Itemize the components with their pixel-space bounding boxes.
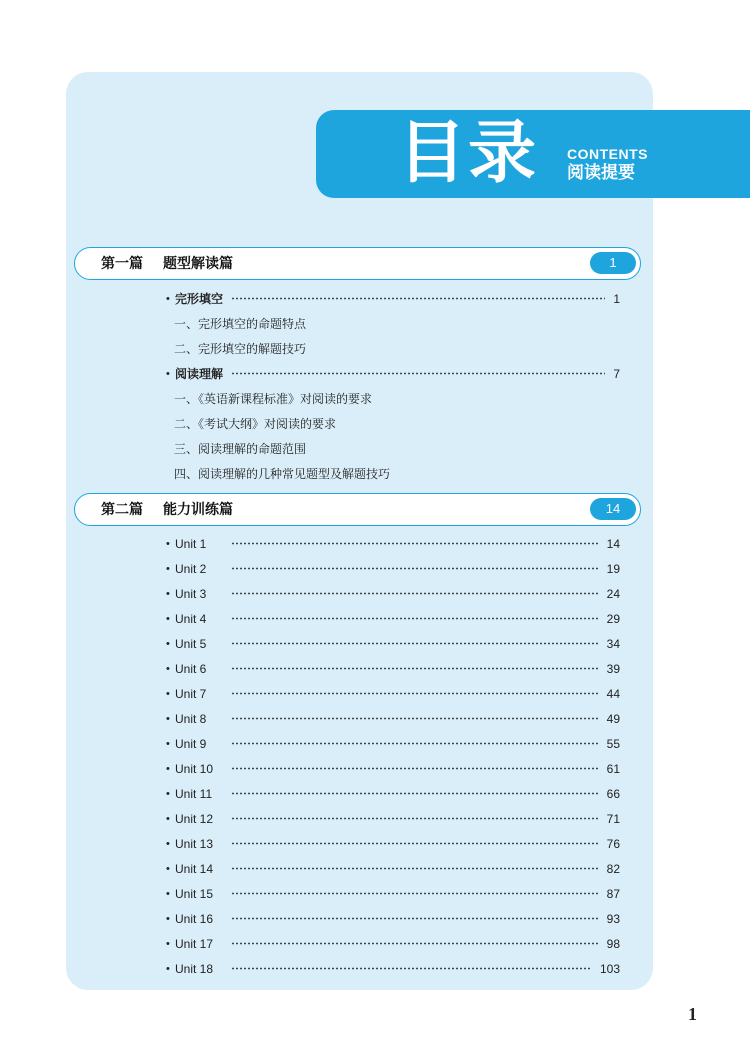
part-name: 第二篇 bbox=[101, 501, 143, 517]
bullet: • bbox=[166, 662, 170, 675]
toc-subentry[interactable] bbox=[166, 461, 620, 486]
unit-page: 29 bbox=[606, 611, 620, 626]
dot-leader bbox=[231, 764, 599, 773]
unit-label: Unit 9 bbox=[175, 736, 207, 751]
bullet: • bbox=[166, 762, 170, 775]
unit-label: Unit 6 bbox=[175, 661, 207, 676]
unit-page: 49 bbox=[606, 711, 620, 726]
toc-subentry[interactable] bbox=[166, 311, 620, 336]
part-title: 题型解读篇 bbox=[163, 255, 233, 271]
section-title: 完形填空 bbox=[175, 292, 224, 306]
part-header-2[interactable] bbox=[74, 493, 641, 526]
dot-leader bbox=[231, 589, 599, 598]
dot-leader bbox=[231, 689, 599, 698]
toc-subentry[interactable] bbox=[166, 436, 620, 461]
unit-label: Unit 12 bbox=[175, 811, 214, 826]
bullet: • bbox=[166, 292, 170, 305]
dot-leader bbox=[231, 789, 599, 798]
unit-label: Unit 18 bbox=[175, 961, 214, 976]
part-page-badge: 14 bbox=[590, 498, 636, 520]
subentry-label: 一、《英语新课程标准》对阅读的要求 bbox=[174, 392, 373, 406]
section-title: 阅读理解 bbox=[175, 367, 224, 381]
dot-leader bbox=[231, 564, 599, 573]
bullet: • bbox=[166, 537, 170, 550]
dot-leader bbox=[231, 889, 599, 898]
part1-toc bbox=[166, 286, 620, 486]
dot-leader bbox=[231, 714, 599, 723]
unit-page: 87 bbox=[606, 886, 620, 901]
toc-subentry[interactable] bbox=[166, 411, 620, 436]
unit-page: 93 bbox=[606, 911, 620, 926]
unit-label: Unit 4 bbox=[175, 611, 207, 626]
unit-label: Unit 1 bbox=[175, 536, 207, 551]
bullet: • bbox=[166, 787, 170, 800]
subentry-label: 一、完形填空的命题特点 bbox=[174, 317, 307, 331]
unit-page: 19 bbox=[606, 561, 620, 576]
unit-page: 76 bbox=[606, 836, 620, 851]
toc-entry-unit[interactable] bbox=[166, 731, 620, 756]
bullet: • bbox=[166, 862, 170, 875]
part-name: 第一篇 bbox=[101, 255, 143, 271]
dot-leader bbox=[231, 614, 599, 623]
subtitle-en: CONTENTS bbox=[567, 146, 648, 162]
part-header-1[interactable] bbox=[74, 247, 641, 280]
unit-label: Unit 7 bbox=[175, 686, 207, 701]
toc-entry-unit[interactable] bbox=[166, 906, 620, 931]
section-page: 7 bbox=[613, 366, 620, 381]
unit-page: 24 bbox=[606, 586, 620, 601]
unit-label: Unit 5 bbox=[175, 636, 207, 651]
toc-entry-unit[interactable] bbox=[166, 781, 620, 806]
unit-page: 103 bbox=[599, 961, 620, 976]
section-page: 1 bbox=[613, 291, 620, 306]
dot-leader bbox=[231, 639, 599, 648]
toc-entry-unit[interactable] bbox=[166, 606, 620, 631]
dot-leader bbox=[231, 739, 599, 748]
unit-page: 71 bbox=[606, 811, 620, 826]
dot-leader bbox=[231, 914, 599, 923]
toc-entry-unit[interactable] bbox=[166, 756, 620, 781]
dot-leader bbox=[231, 864, 599, 873]
dot-leader bbox=[231, 664, 599, 673]
toc-entry-unit[interactable] bbox=[166, 881, 620, 906]
toc-entry-unit[interactable] bbox=[166, 806, 620, 831]
bullet: • bbox=[166, 912, 170, 925]
page-title: 目录 bbox=[398, 114, 539, 193]
bullet: • bbox=[166, 562, 170, 575]
bullet: • bbox=[166, 887, 170, 900]
bullet: • bbox=[166, 712, 170, 725]
unit-label: Unit 8 bbox=[175, 711, 207, 726]
toc-entry-unit[interactable] bbox=[166, 831, 620, 856]
toc-entry-unit[interactable] bbox=[166, 531, 620, 556]
toc-entry-unit[interactable] bbox=[166, 956, 620, 981]
unit-label: Unit 13 bbox=[175, 836, 214, 851]
subentry-label: 二、完形填空的解题技巧 bbox=[174, 342, 307, 356]
toc-subentry[interactable] bbox=[166, 386, 620, 411]
dot-leader bbox=[231, 964, 592, 973]
bullet: • bbox=[166, 587, 170, 600]
part2-toc bbox=[166, 531, 620, 981]
banner-subtitle bbox=[567, 146, 648, 184]
part-title: 能力训练篇 bbox=[163, 501, 233, 517]
toc-entry-cloze[interactable] bbox=[166, 286, 620, 311]
subentry-label: 三、阅读理解的命题范围 bbox=[174, 442, 307, 456]
unit-label: Unit 2 bbox=[175, 561, 207, 576]
subtitle-cn: 阅读提要 bbox=[567, 163, 635, 182]
unit-label: Unit 10 bbox=[175, 761, 214, 776]
unit-page: 82 bbox=[606, 861, 620, 876]
unit-page: 66 bbox=[606, 786, 620, 801]
dot-leader bbox=[231, 939, 599, 948]
bullet: • bbox=[166, 637, 170, 650]
toc-subentry[interactable] bbox=[166, 336, 620, 361]
unit-page: 98 bbox=[606, 936, 620, 951]
toc-entry-unit[interactable] bbox=[166, 931, 620, 956]
toc-entry-unit[interactable] bbox=[166, 631, 620, 656]
dot-leader bbox=[231, 294, 605, 303]
unit-page: 61 bbox=[606, 761, 620, 776]
unit-label: Unit 17 bbox=[175, 936, 214, 951]
dot-leader bbox=[231, 539, 599, 548]
dot-leader bbox=[231, 814, 599, 823]
toc-entry-unit[interactable] bbox=[166, 681, 620, 706]
toc-entry-reading[interactable] bbox=[166, 361, 620, 386]
bullet: • bbox=[166, 837, 170, 850]
bullet: • bbox=[166, 612, 170, 625]
unit-page: 55 bbox=[606, 736, 620, 751]
subentry-label: 二、《考试大纲》对阅读的要求 bbox=[174, 417, 337, 431]
page-number: 1 bbox=[688, 1004, 697, 1024]
bullet: • bbox=[166, 962, 170, 975]
part-page-badge: 1 bbox=[590, 252, 636, 274]
unit-label: Unit 16 bbox=[175, 911, 214, 926]
dot-leader bbox=[231, 839, 599, 848]
toc-entry-unit[interactable] bbox=[166, 656, 620, 681]
bullet: • bbox=[166, 937, 170, 950]
unit-label: Unit 11 bbox=[175, 786, 213, 801]
subentry-label: 四、阅读理解的几种常见题型及解题技巧 bbox=[174, 467, 391, 481]
bullet: • bbox=[166, 367, 170, 380]
bullet: • bbox=[166, 687, 170, 700]
unit-page: 34 bbox=[606, 636, 620, 651]
unit-label: Unit 15 bbox=[175, 886, 214, 901]
toc-entry-unit[interactable] bbox=[166, 706, 620, 731]
toc-entry-unit[interactable] bbox=[166, 556, 620, 581]
bullet: • bbox=[166, 737, 170, 750]
unit-label: Unit 14 bbox=[175, 861, 214, 876]
unit-page: 44 bbox=[606, 686, 620, 701]
unit-label: Unit 3 bbox=[175, 586, 207, 601]
bullet: • bbox=[166, 812, 170, 825]
unit-page: 39 bbox=[606, 661, 620, 676]
toc-entry-unit[interactable] bbox=[166, 856, 620, 881]
toc-entry-unit[interactable] bbox=[166, 581, 620, 606]
dot-leader bbox=[231, 369, 605, 378]
unit-page: 14 bbox=[606, 536, 620, 551]
